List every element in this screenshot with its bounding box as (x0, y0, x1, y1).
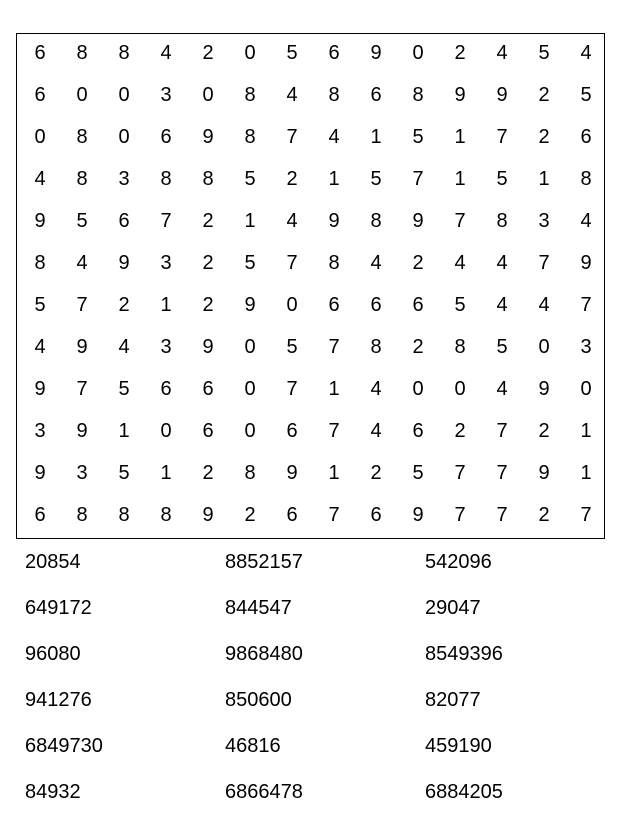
grid-cell[interactable]: 2 (454, 420, 466, 442)
number-search-grid (16, 33, 605, 539)
grid-cell[interactable]: 1 (538, 168, 550, 190)
grid-cell[interactable]: 7 (496, 126, 508, 148)
grid-cell[interactable]: 8 (160, 504, 172, 526)
grid-cell[interactable]: 9 (496, 84, 508, 106)
grid-cell[interactable]: 8 (328, 252, 340, 274)
grid-cell[interactable]: 0 (580, 378, 592, 400)
grid-cell[interactable]: 9 (34, 210, 46, 232)
grid-cell[interactable]: 6 (370, 84, 382, 106)
grid-cell[interactable]: 5 (580, 84, 592, 106)
grid-cell[interactable]: 0 (244, 336, 256, 358)
grid-cell[interactable]: 8 (454, 336, 466, 358)
grid-cell[interactable]: 7 (496, 462, 508, 484)
word-list-item: 6849730 (25, 735, 103, 757)
grid-cell[interactable]: 8 (160, 168, 172, 190)
grid-cell[interactable]: 7 (412, 168, 424, 190)
grid-cell[interactable]: 8 (118, 504, 130, 526)
grid-cell[interactable]: 6 (412, 294, 424, 316)
grid-cell[interactable]: 0 (286, 294, 298, 316)
grid-cell[interactable]: 5 (118, 462, 130, 484)
grid-cell[interactable]: 3 (160, 252, 172, 274)
grid-cell[interactable]: 0 (454, 378, 466, 400)
grid-cell[interactable]: 5 (370, 168, 382, 190)
grid-cell[interactable]: 8 (370, 210, 382, 232)
word-list-item: 8852157 (225, 551, 303, 573)
grid-cell[interactable]: 5 (412, 462, 424, 484)
grid-cell[interactable]: 0 (412, 42, 424, 64)
grid-cell[interactable]: 5 (76, 210, 88, 232)
grid-cell[interactable]: 8 (370, 336, 382, 358)
grid-cell[interactable]: 2 (286, 168, 298, 190)
grid-cell[interactable]: 2 (202, 252, 214, 274)
grid-cell[interactable]: 8 (328, 84, 340, 106)
word-list-item: 8549396 (425, 643, 503, 665)
grid-cell[interactable]: 5 (118, 378, 130, 400)
grid-cell[interactable]: 5 (286, 336, 298, 358)
grid-cell[interactable]: 6 (370, 294, 382, 316)
grid-cell[interactable]: 8 (76, 42, 88, 64)
grid-cell[interactable]: 6 (202, 420, 214, 442)
grid-cell[interactable]: 4 (34, 336, 46, 358)
grid-cell[interactable]: 4 (580, 42, 592, 64)
word-list-item: 844547 (225, 597, 292, 619)
grid-cell[interactable]: 3 (76, 462, 88, 484)
grid-cell[interactable]: 0 (34, 126, 46, 148)
word-list-item: 20854 (25, 551, 81, 573)
grid-cell[interactable]: 7 (580, 504, 592, 526)
grid-cell[interactable]: 6 (328, 42, 340, 64)
grid-cell[interactable]: 8 (76, 126, 88, 148)
grid-cell[interactable]: 8 (118, 42, 130, 64)
grid-cell[interactable]: 9 (76, 420, 88, 442)
grid-cell[interactable]: 3 (580, 336, 592, 358)
grid-cell[interactable]: 3 (538, 210, 550, 232)
grid-cell[interactable]: 1 (160, 462, 172, 484)
grid-cell[interactable]: 6 (286, 504, 298, 526)
grid-cell[interactable]: 4 (496, 294, 508, 316)
grid-cell[interactable]: 9 (538, 462, 550, 484)
grid-cell[interactable]: 4 (286, 84, 298, 106)
grid-cell[interactable]: 9 (202, 336, 214, 358)
grid-cell[interactable]: 0 (244, 378, 256, 400)
grid-cell[interactable]: 9 (454, 84, 466, 106)
grid-cell[interactable]: 9 (286, 462, 298, 484)
grid-cell[interactable]: 7 (76, 378, 88, 400)
grid-cell[interactable]: 0 (118, 84, 130, 106)
grid-cell[interactable]: 8 (244, 462, 256, 484)
grid-cell[interactable]: 8 (580, 168, 592, 190)
grid-cell[interactable]: 6 (34, 42, 46, 64)
grid-cell[interactable]: 5 (496, 168, 508, 190)
grid-cell[interactable]: 5 (412, 126, 424, 148)
grid-cell[interactable]: 7 (160, 210, 172, 232)
grid-cell[interactable]: 5 (34, 294, 46, 316)
grid-cell[interactable]: 1 (244, 210, 256, 232)
grid-cell[interactable]: 9 (34, 462, 46, 484)
grid-cell[interactable]: 7 (454, 462, 466, 484)
grid-cell[interactable]: 2 (370, 462, 382, 484)
grid-cell[interactable]: 4 (160, 42, 172, 64)
grid-cell[interactable]: 9 (538, 378, 550, 400)
grid-cell[interactable]: 2 (202, 294, 214, 316)
grid-cell[interactable]: 8 (202, 168, 214, 190)
grid-cell[interactable]: 2 (202, 42, 214, 64)
grid-cell[interactable]: 7 (286, 126, 298, 148)
grid-cell[interactable]: 5 (454, 294, 466, 316)
grid-cell[interactable]: 4 (286, 210, 298, 232)
grid-cell[interactable]: 5 (286, 42, 298, 64)
grid-cell[interactable]: 7 (76, 294, 88, 316)
grid-cell[interactable]: 6 (118, 210, 130, 232)
grid-cell[interactable]: 2 (538, 126, 550, 148)
grid-cell[interactable]: 6 (580, 126, 592, 148)
grid-cell[interactable]: 8 (244, 126, 256, 148)
grid-cell[interactable]: 1 (160, 294, 172, 316)
grid-cell[interactable]: 5 (496, 336, 508, 358)
word-list-item: 459190 (425, 735, 492, 757)
grid-cell[interactable]: 8 (496, 210, 508, 232)
grid-cell[interactable]: 2 (412, 252, 424, 274)
grid-cell[interactable]: 0 (538, 336, 550, 358)
grid-cell[interactable]: 7 (454, 210, 466, 232)
grid-cell[interactable]: 2 (454, 42, 466, 64)
grid-cell[interactable]: 1 (328, 378, 340, 400)
grid-cell[interactable]: 9 (202, 126, 214, 148)
word-list-item: 29047 (425, 597, 481, 619)
grid-cell[interactable]: 2 (118, 294, 130, 316)
grid-cell[interactable]: 0 (202, 84, 214, 106)
grid-cell[interactable]: 2 (244, 504, 256, 526)
grid-cell[interactable]: 9 (118, 252, 130, 274)
grid-cell[interactable]: 6 (160, 378, 172, 400)
grid-cell[interactable]: 1 (118, 420, 130, 442)
word-list-item: 84932 (25, 781, 81, 803)
grid-cell[interactable]: 4 (370, 252, 382, 274)
word-list-item: 46816 (225, 735, 281, 757)
word-list-item: 6866478 (225, 781, 303, 803)
grid-cell[interactable]: 9 (412, 504, 424, 526)
grid-cell[interactable]: 6 (328, 294, 340, 316)
grid-cell[interactable]: 5 (244, 252, 256, 274)
word-list-item: 850600 (225, 689, 292, 711)
grid-cell[interactable]: 7 (286, 252, 298, 274)
grid-cell[interactable]: 8 (76, 504, 88, 526)
grid-cell[interactable]: 6 (34, 84, 46, 106)
word-list (0, 539, 622, 812)
grid-cell[interactable]: 2 (538, 84, 550, 106)
grid-cell[interactable]: 7 (496, 420, 508, 442)
grid-cell[interactable]: 5 (244, 168, 256, 190)
grid-cell[interactable]: 0 (118, 126, 130, 148)
grid-cell[interactable]: 7 (538, 252, 550, 274)
grid-cell[interactable]: 4 (496, 378, 508, 400)
grid-cell[interactable]: 7 (328, 504, 340, 526)
grid-cell[interactable]: 1 (328, 168, 340, 190)
grid-cell[interactable]: 9 (580, 252, 592, 274)
grid-cell[interactable]: 4 (580, 210, 592, 232)
grid-cell[interactable]: 1 (580, 462, 592, 484)
grid-cell[interactable]: 8 (34, 252, 46, 274)
grid-cell[interactable]: 3 (160, 84, 172, 106)
grid-cell[interactable]: 4 (34, 168, 46, 190)
word-list-item: 941276 (25, 689, 92, 711)
grid-cell[interactable]: 3 (118, 168, 130, 190)
grid-cell[interactable]: 0 (76, 84, 88, 106)
word-list-item: 542096 (425, 551, 492, 573)
grid-cell[interactable]: 1 (370, 126, 382, 148)
grid-cell[interactable]: 7 (328, 336, 340, 358)
word-list-item: 9868480 (225, 643, 303, 665)
grid-cell[interactable]: 4 (328, 126, 340, 148)
grid-cell[interactable]: 3 (160, 336, 172, 358)
grid-cell[interactable]: 7 (496, 504, 508, 526)
grid-cell[interactable]: 2 (538, 504, 550, 526)
grid-cell[interactable]: 6 (160, 126, 172, 148)
grid-cell[interactable]: 2 (202, 210, 214, 232)
grid-cell[interactable]: 9 (202, 504, 214, 526)
grid-cell[interactable]: 4 (538, 294, 550, 316)
grid-cell[interactable]: 8 (76, 168, 88, 190)
grid-cell[interactable]: 2 (538, 420, 550, 442)
grid-cell[interactable]: 4 (370, 420, 382, 442)
grid-cell[interactable]: 9 (328, 210, 340, 232)
grid-cell[interactable]: 8 (244, 84, 256, 106)
grid-cell[interactable]: 9 (370, 42, 382, 64)
grid-cell[interactable]: 1 (454, 168, 466, 190)
grid-cell[interactable]: 4 (496, 252, 508, 274)
grid-cell[interactable]: 0 (244, 42, 256, 64)
grid-cell[interactable]: 2 (202, 462, 214, 484)
word-list-item: 6884205 (425, 781, 503, 803)
grid-cell[interactable]: 0 (244, 420, 256, 442)
grid-cell[interactable]: 9 (244, 294, 256, 316)
grid-cell[interactable]: 7 (328, 420, 340, 442)
grid-cell[interactable]: 6 (34, 504, 46, 526)
grid-cell[interactable]: 6 (286, 420, 298, 442)
grid-cell[interactable]: 1 (454, 126, 466, 148)
word-list-item: 96080 (25, 643, 81, 665)
grid-cell[interactable]: 4 (496, 42, 508, 64)
grid-cell[interactable]: 4 (76, 252, 88, 274)
grid-cell[interactable]: 6 (370, 504, 382, 526)
grid-cell[interactable]: 7 (580, 294, 592, 316)
grid-cell[interactable]: 2 (412, 336, 424, 358)
grid-cell[interactable]: 1 (580, 420, 592, 442)
grid-cell[interactable]: 9 (412, 210, 424, 232)
word-list-item: 82077 (425, 689, 481, 711)
grid-cell[interactable]: 4 (118, 336, 130, 358)
grid-cell[interactable]: 9 (34, 378, 46, 400)
grid-cell[interactable]: 1 (328, 462, 340, 484)
grid-cell[interactable]: 7 (286, 378, 298, 400)
grid-cell[interactable]: 6 (412, 420, 424, 442)
word-list-item: 649172 (25, 597, 92, 619)
grid-cell[interactable]: 6 (202, 378, 214, 400)
grid-cell[interactable]: 3 (34, 420, 46, 442)
grid-cell[interactable]: 8 (412, 84, 424, 106)
grid-cell[interactable]: 9 (76, 336, 88, 358)
grid-cell[interactable]: 0 (160, 420, 172, 442)
grid-cell[interactable]: 7 (454, 504, 466, 526)
grid-cell[interactable]: 4 (454, 252, 466, 274)
grid-cell[interactable]: 4 (370, 378, 382, 400)
grid-cell[interactable]: 0 (412, 378, 424, 400)
grid-cell[interactable]: 5 (538, 42, 550, 64)
